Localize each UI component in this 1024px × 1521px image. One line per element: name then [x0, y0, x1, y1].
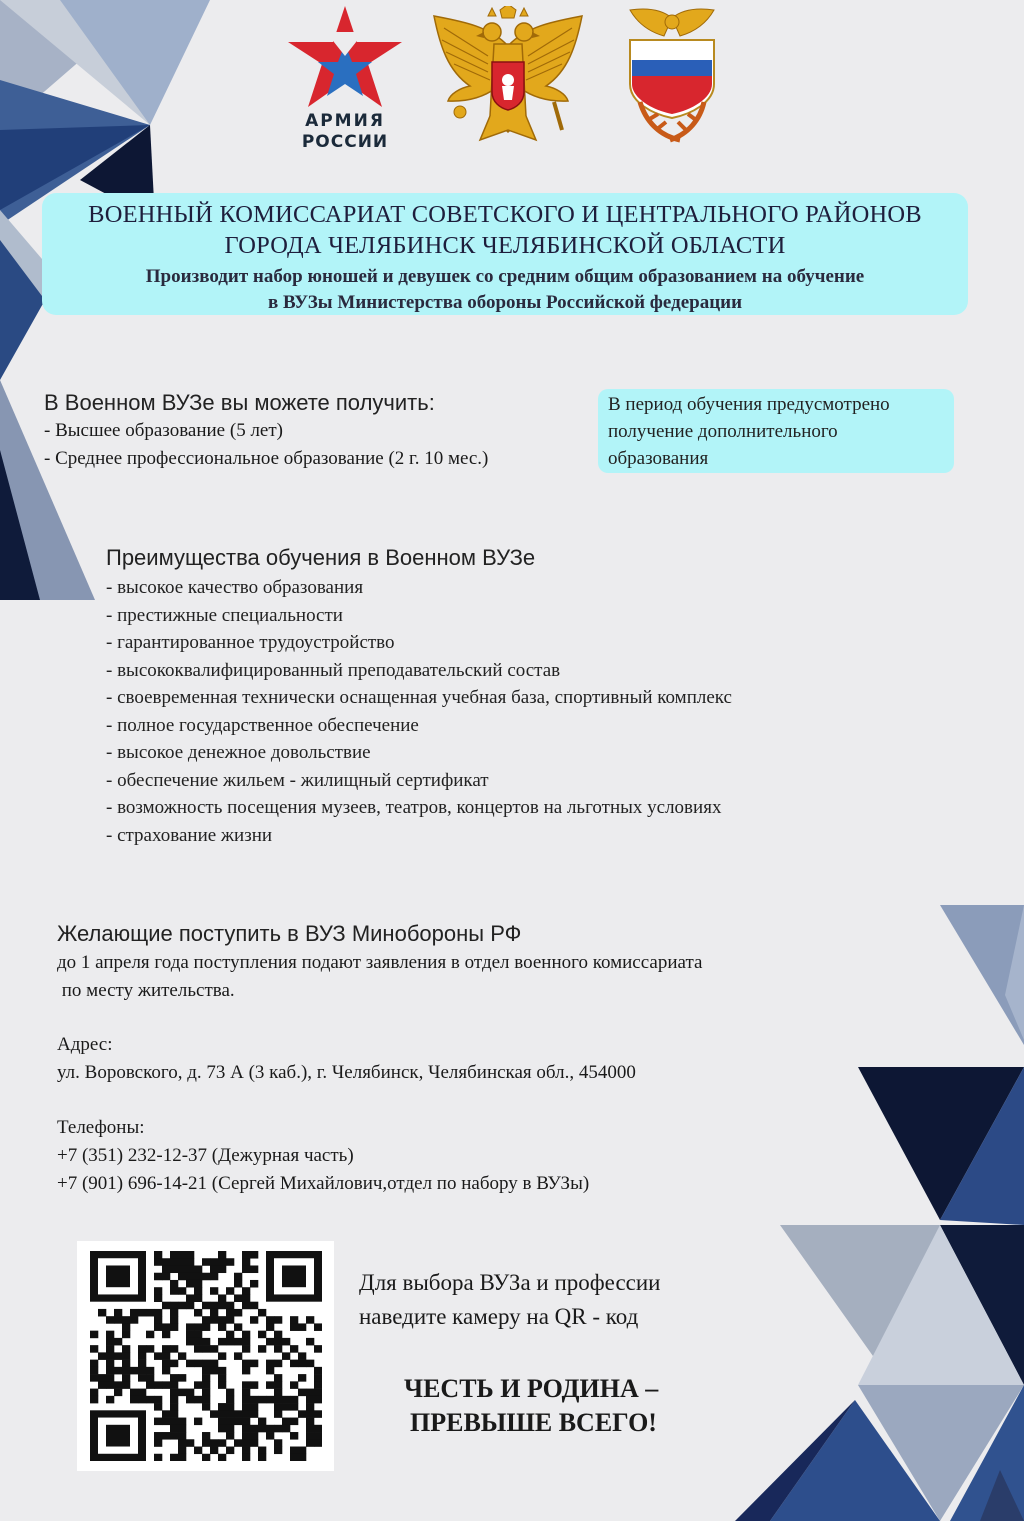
apply-text-line-2: по месту жительства. [57, 980, 235, 1001]
qr-hint-line-1: Для выбора ВУЗа и профессии [359, 1270, 661, 1295]
ministry-shield-icon [620, 2, 724, 150]
address-value: ул. Воровского, д. 73 А (3 каб.), г. Челябинск, Челябинская обл., 454000 [57, 1062, 636, 1083]
phones-label: Телефоны: [57, 1117, 145, 1138]
header-title-line-1: ВОЕННЫЙ КОМИССАРИАТ СОВЕТСКОГО И ЦЕНТРАЛЬНОГО РАЙОНОВ [88, 201, 922, 228]
phone-duty: +7 (351) 232-12-37 (Дежурная часть) [57, 1145, 354, 1166]
coat-of-arms-emblem [430, 6, 586, 148]
army-russia-logo [286, 4, 404, 154]
advantage-item: - высокое денежное довольствие [106, 742, 371, 763]
header-subtitle-line-1: Производит набор юношей и девушек со средним общим образованием на обучение [145, 266, 865, 287]
address-label: Адрес: [57, 1034, 113, 1055]
additional-education-box [598, 389, 954, 473]
army-logo-text-line-1: АРМИЯ [305, 111, 385, 131]
army-star-icon [286, 4, 404, 112]
advantage-item: - страхование жизни [106, 824, 273, 846]
header-subtitle-line-2: в ВУЗы Министерства обороны Российской федерации [267, 292, 743, 313]
advantage-item: - гарантированное трудоустройство [106, 632, 395, 653]
advantage-item: - своевременная технически оснащенная учебная база, спортивный комплекс [106, 687, 732, 708]
education-heading: В Военном ВУЗе вы можете получить: [44, 390, 435, 415]
motto-line-1: ЧЕСТЬ И РОДИНА – [404, 1374, 659, 1403]
qr-hint-line-2: наведите камеру на QR - код [359, 1304, 639, 1329]
advantage-item: - высококвалифицированный преподавательский состав [106, 659, 561, 681]
advantage-item: - возможность посещения музеев, театров, концертов на льготных условиях [106, 797, 722, 818]
advantage-item: - высокое качество образования [106, 577, 364, 598]
additional-education-line: В период обучения предусмотрено [608, 394, 890, 415]
qr-code-panel[interactable] [77, 1241, 334, 1471]
additional-education-line: получение дополнительного [608, 421, 838, 442]
advantages-heading: Преимущества обучения в Военном ВУЗе [106, 545, 536, 570]
apply-text-line-1: до 1 апреля года поступления подают заявления в отдел военного комиссариата [57, 952, 703, 973]
qr-code-icon[interactable] [90, 1251, 322, 1461]
army-logo-text-line-2: РОССИИ [301, 132, 389, 152]
advantage-item: - обеспечение жильем - жилищный сертификат [106, 769, 489, 791]
additional-education-line: образования [608, 448, 709, 469]
header-title-line-2: ГОРОДА ЧЕЛЯБИНСК ЧЕЛЯБИНСКОЙ ОБЛАСТИ [224, 232, 786, 259]
motto-line-2: ПРЕВЫШЕ ВСЕГО! [410, 1408, 657, 1437]
apply-heading: Желающие поступить в ВУЗ Минобороны РФ [57, 921, 522, 946]
education-item-secondary: - Среднее профессиональное образование (2 г. 10 мес.) [44, 448, 489, 469]
header-banner [42, 193, 968, 315]
advantage-item: - полное государственное обеспечение [106, 714, 419, 736]
advantage-item: - престижные специальности [106, 604, 343, 626]
ministry-defence-emblem [620, 2, 724, 150]
phone-recruitment: +7 (901) 696-14-21 (Сергей Михайлович,отдел по набору в ВУЗы) [57, 1173, 590, 1194]
double-headed-eagle-icon [430, 6, 586, 148]
advantages-list [106, 574, 732, 849]
education-item-higher: - Высшее образование (5 лет) [44, 420, 283, 441]
